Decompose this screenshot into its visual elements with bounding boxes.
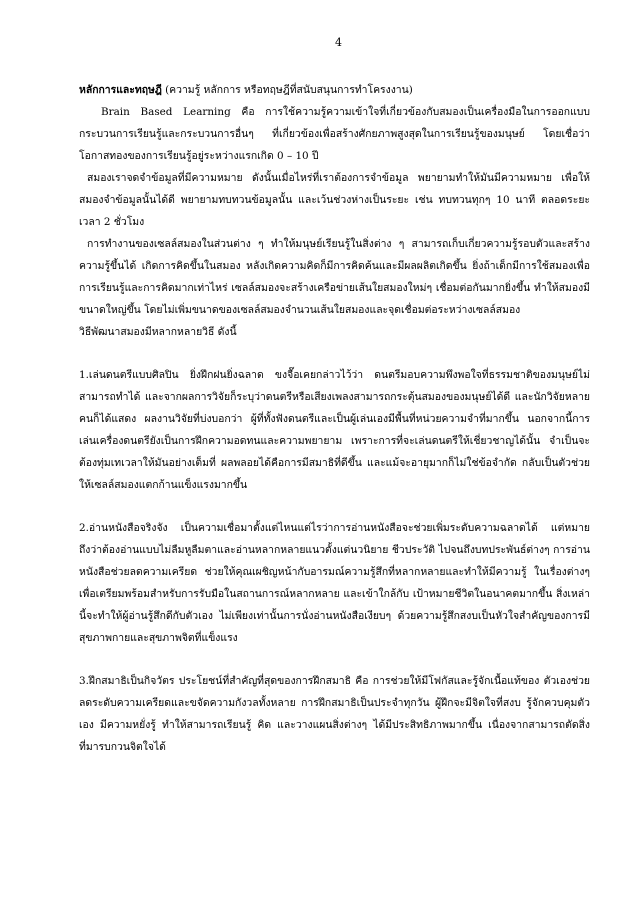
paragraph-memory: สมองเราจดจำข้อมูลที่มีความหมาย ดังนั้นเมื่อไหร่ที่เราต้องการจำข้อมูล พยายามทำให้มันมีความหมาย เพื่อให้สมองจำข้อมูลนั้นได้ดี พยายามทบทวนข้อมูลนั้น และเว้นช่วงห่างเป็นระยะ เช่น ทบทวนทุกๆ 10 นาที ตลอดระยะเวลา 2 ชั่วโมง: [79, 172, 590, 228]
page-number: 4: [335, 36, 342, 49]
list-item-reading: 2.อ่านหนังสือจริงจัง เป็นความเชื่อมาตั้งแต่ไหนแต่ไรว่าการอ่านหนังสือจะช่วยเพิ่มระดับความฉลาดได้ แต่หมายถึงว่าต้องอ่านแบบไม่ลืมหูลืมตาและอ่านหลากหลายแนวตั้งแต่นวนิยาย ชีวประวัติ ไปจนถึงบทประพันธ์ต่างๆ การอ่านหนังสือช่วยลดความเครียด ช่วยให้คุณเผชิญหน้ากับอารมณ์ความรู้สึกที่หลากหลายและทำให้มีความรู้ ในเรื่องต่างๆ เพื่อเตรียมพร้อมสำหรับการรับมือในสถานการณ์หลากหลาย และเข้าใกล้กับ เป้าหมายชีวิตในอนาคตมากขึ้น สิ่งเหล่านี้จะทำให้ผู้อ่านรู้สึกดีกับตัวเอง ไม่เพียงเท่านั้นการนั่งอ่านหนังสือเงียบๆ ด้วยความรู้สึกสงบเป็นหัวใจสำคัญของการมีสุขภาพกายและสุขภาพจิตที่แข็งแรง: [79, 522, 590, 644]
paragraph-brain-based-learning: Brain Based Learning คือ การใช้ความรู้ความเข้าใจที่เกี่ยวข้องกับสมองเป็นเครื่องมือในการออกแบบกระบวนการเรียนรู้และกระบวนการอื่นๆ ที่เกี่ยวข้องเพื่อสร้างศักยภาพสูงสุดในการเรียนรู้ของมนุษย์ โดยเชื่อว่าโอกาสทองของการเรียนรู้อยู่ระหว่างแรกเกิด 0 – 10 ปี: [79, 106, 590, 162]
list-item-music: 1.เล่นดนตรีแบบศิลปิน ยิ่งฝึกฝนยิ่งฉลาด ขงจื๊อเคยกล่าวไว้ว่า ดนตรีมอบความพึงพอใจที่ธรรมชาติของมนุษย์ไม่สามารถทำได้ และจากผลการวิจัยก็ระบุว่าดนตรีหรือเสียงเพลงสามารถกระตุ้นสมองของมนุษย์ได้ดี และนักวิจัยหลายคนก็ได้แสดง ผลงานวิจัยที่บ่งบอกว่า ผู้ที่ทั้งฟังดนตรีและเป็นผู้เล่นเองมีพื้นที่หน่วยความจำที่มากขึ้น นอกจากนี้การเล่นเครื่องดนตรียังเป็นการฝึกความอดทนและความพยายาม เพราะการที่จะเล่นดนตรีให้เชี่ยวชาญได้นั้น จำเป็นจะต้องทุ่มเทเวลาให้มันอย่างเต็มที่ ผลพลอยได้คือการมีสมาธิที่ดีขึ้น และแม้จะอายุมากก็ไม่ใช่ข้อจำกัด กลับเป็นตัวช่วยให้เซลล์สมองแตกก้านแข็งแรงมากขึ้น: [79, 369, 590, 491]
paragraph-methods-intro: วิธีพัฒนาสมองมีหลากหลายวิธี ดังนี้: [79, 326, 237, 338]
section-heading-bold: หลักการและทฤษฎี: [79, 84, 162, 96]
section-heading-rest: (ความรู้ หลักการ หรือทฤษฎีที่สนับสนุนการทำโครงงาน): [161, 84, 413, 96]
spacer: [79, 496, 590, 517]
spacer: [79, 649, 590, 670]
paragraph-brain-cells: การทำงานของเซลล์สมองในส่วนต่าง ๆ ทำให้มนุษย์เรียนรู้ในสิ่งต่าง ๆ สามารถเก็บเกี่ยวความรู้รอบตัวและสร้างความรู้ขึ้นได้ เกิดการคิดขึ้นในสมอง หลังเกิดความคิดก็มีการคิดค้นและมีผลผลิตเกิดขึ้น ยิ่งถ้าเด็กมีการใช้สมองเพื่อการเรียนรู้และการคิดมากเท่าไหร่ เซลล์สมองจะสร้างเครือข่ายเส้นใยสมองใหม่ๆ เชื่อมต่อกันมากยิ่งขึ้น ทำให้สมองมีขนาดใหญ่ขึ้น โดยไม่เพิ่มขนาดของเซลล์สมองจำนวนเส้นใยสมองและจุดเชื่อมต่อระหว่างเซลล์สมอง: [79, 238, 590, 316]
spacer: [79, 343, 590, 364]
section-heading: [79, 79, 590, 101]
list-item-meditation: 3.ฝึกสมาธิเป็นกิจวัตร ประโยชน์ที่สำคัญที่สุดของการฝึกสมาธิ คือ การช่วยให้มีโฟกัสและรู้จักเนื้อแท้ของ ตัวเองช่วยลดระดับความเครียดและขจัดความกังวลทั้งหลาย การฝึกสมาธิเป็นประจำทุกวัน ผู้ฝึกจะมีจิตใจที่สงบ รู้จักควบคุมตัวเอง มีความหยั่งรู้ ทำให้สามารถเรียนรู้ คิด และวางแผนสิ่งต่างๆ ได้มีประสิทธิภาพมากขึ้น เนื่องจากสามารถตัดสิ่งที่มารบกวนจิตใจได้: [79, 675, 590, 753]
